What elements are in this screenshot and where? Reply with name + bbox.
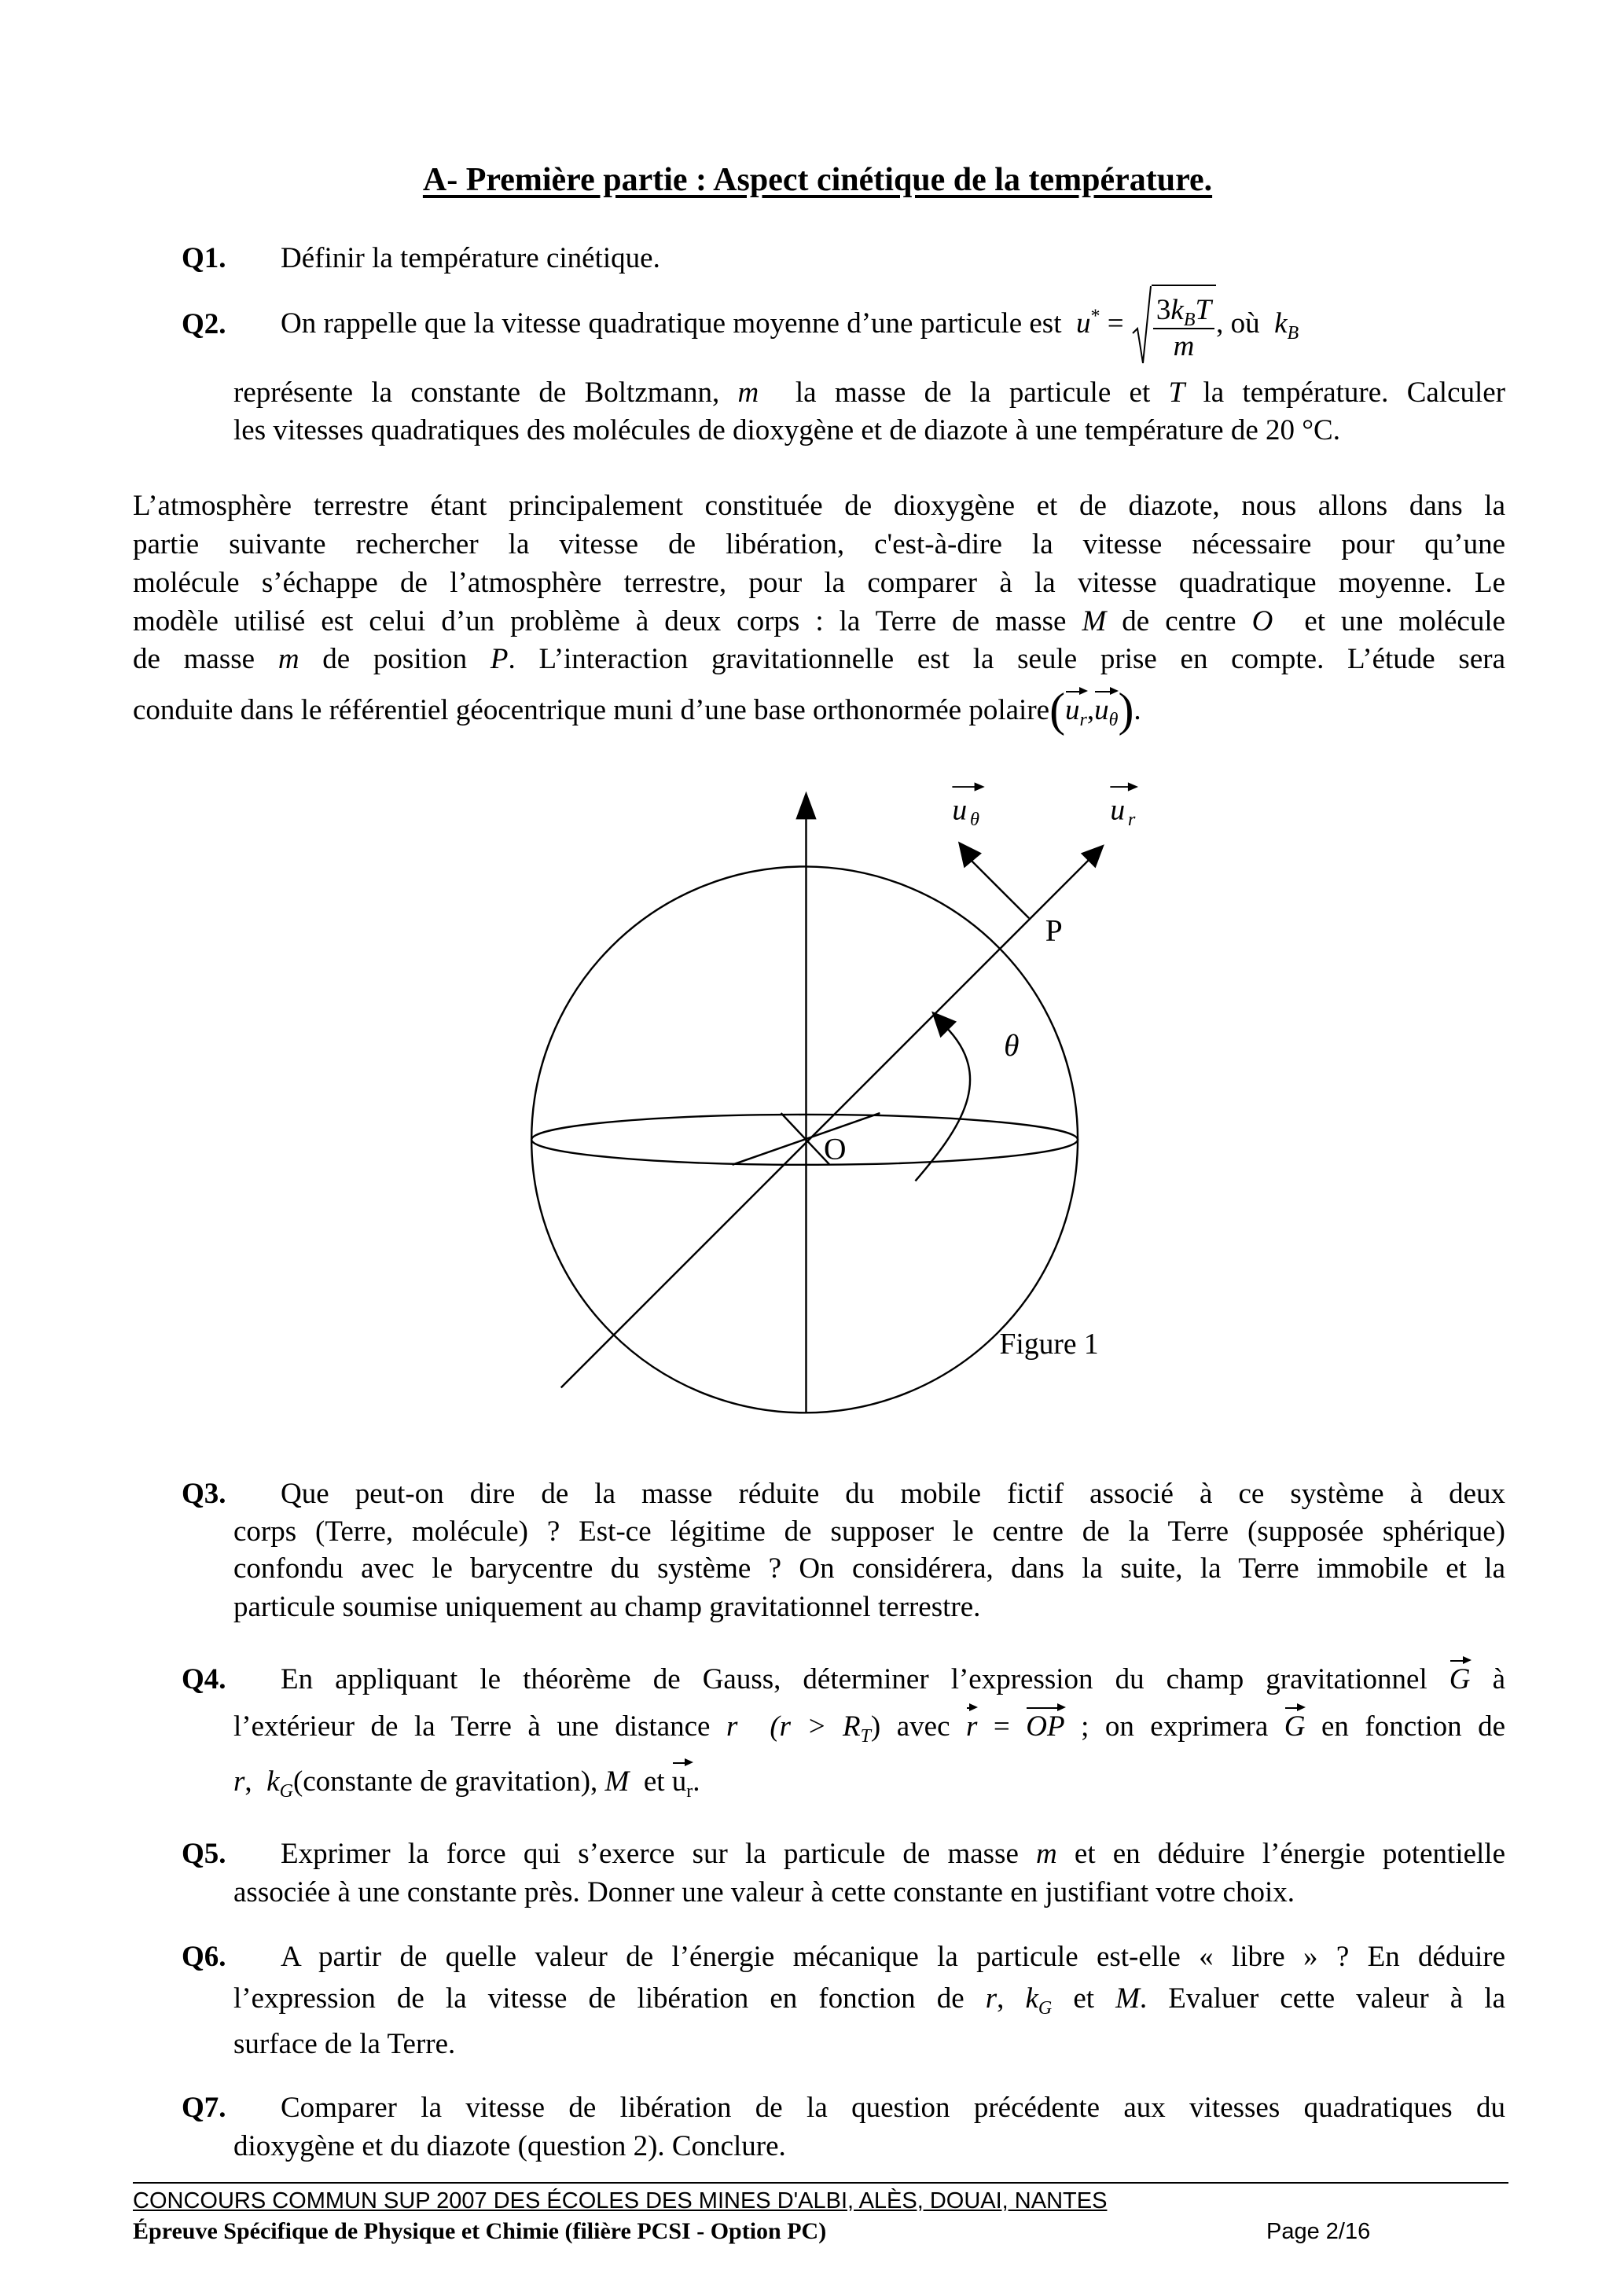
arrowhead-icon [795, 792, 816, 820]
u-theta-vector [972, 861, 1029, 918]
svg-text:u: u [1110, 794, 1126, 827]
question-text: l’expression de la vitesse de libération en fonction de r, $k_G$ et M. Evaluer cette valeur à la [233, 1982, 1505, 2019]
footer-exam-name: Épreuve Spécifique de Physique et Chimie (filière PCSI - Option PC) [133, 2218, 827, 2244]
paragraph-line: de masse m de position P. L’interaction gravitationnelle est la seule prise en compte. L’étude sera [133, 643, 1506, 675]
question-label: Q2. [182, 308, 226, 340]
question-label: Q1. [182, 242, 226, 274]
radial-line [561, 859, 1089, 1387]
paragraph-line: modèle utilisé est celui d’un problème à deux corps : la Terre de masse M de centre O et une molécule [133, 605, 1506, 637]
text: , où [1216, 307, 1260, 340]
svg-text:θ: θ [969, 808, 979, 830]
question-text: surface de la Terre. [233, 2028, 456, 2060]
arrowhead-icon [958, 842, 982, 869]
question-text: associée à une constante près. Donner une valeur à cette constante en justifiant votre choix. [233, 1876, 1295, 1908]
question-text: En appliquant le théorème de Gauss, déterminer l’expression du champ gravitationnel G à [281, 1663, 1505, 1695]
equator-ellipse [531, 1115, 1078, 1165]
equator-axis [733, 1113, 880, 1165]
question-text: r, $k_G(constante$ de gravitation), M et $u_r$. [233, 1765, 700, 1802]
question-label: Q5. [182, 1838, 226, 1870]
arrowhead-icon [1081, 844, 1104, 868]
figure-caption: Figure 1 [999, 1328, 1099, 1361]
paragraph-line: molécule s’échappe de l’atmosphère terrestre, pour la comparer à la vitesse quadratique moyenne. Le [133, 567, 1505, 599]
svg-text:u: u [952, 794, 968, 827]
label-P: P [1045, 913, 1063, 948]
question-text: Définir la température cinétique. [281, 242, 660, 274]
equator-axis [781, 1113, 830, 1165]
question-text: Comparer la vitesse de libération de la question précédente aux vitesses quadratiques du [281, 2092, 1505, 2124]
label-u-r [1110, 782, 1138, 829]
paragraph-line: partie suivante rechercher la vitesse de libération, c'est-à-dire la vitesse nécessaire pour qu’une [133, 528, 1505, 560]
question-text: l’extérieur de la Terre à une distance r $(r > R_T)$ avec r = OP ; on exprimera G en fonction de [233, 1710, 1506, 1747]
paragraph-line: conduite dans le référentiel géocentrique muni d’une base orthonormée $polaire(u_r,u_\theta)$. [133, 684, 1141, 736]
question-label: Q3. [182, 1478, 226, 1510]
rms-speed-formula: u* = $\frac{3k_BT}{m}$ [1076, 307, 1216, 340]
label-u-theta [952, 782, 984, 829]
question-text: Que peut-on dire de la masse réduite du mobile fictif associé à ce système à deux [281, 1478, 1505, 1510]
paragraph-line: L’atmosphère terrestre étant principalement constituée de dioxygène et de diazote, nous allons dans la [133, 490, 1505, 522]
footer-contest-name: CONCOURS COMMUN SUP 2007 DES ÉCOLES DES MINES D'ALBI, ALÈS, DOUAI, NANTES [133, 2188, 1108, 2213]
text: On rappelle que la vitesse quadratique moyenne d’une particule est [281, 307, 1062, 340]
question-text: confondu avec le barycentre du système ? On considérera, dans la suite, la Terre immobile et la [233, 1552, 1505, 1585]
sqrt-icon [1131, 285, 1152, 366]
question-label: Q4. [182, 1663, 226, 1695]
question-text: représente la constante de Boltzmann, m la masse de la particule et T la température. Calculer [233, 377, 1506, 409]
footer-divider [133, 2182, 1508, 2184]
question-label: Q6. [182, 1941, 226, 1973]
question-label: Q7. [182, 2092, 226, 2124]
label-O: O [824, 1131, 847, 1166]
sphere-outline [531, 866, 1078, 1412]
section-title: A- Première partie : Aspect cinétique de la température. [422, 162, 1213, 198]
question-text: corps (Terre, molécule) ? Est-ce légitime de supposer le centre de la Terre (supposée sphérique) [233, 1515, 1505, 1548]
question-text: A partir de quelle valeur de l’énergie mécanique la particule est-elle « libre » ? En déduire [281, 1941, 1505, 1973]
question-text: dioxygène et du diazote (question 2). Conclure. [233, 2130, 786, 2162]
page-number: Page 2/16 [1266, 2219, 1371, 2244]
question-text: Exprimer la force qui s’exerce sur la particule de masse m et en déduire l’énergie potentielle [281, 1838, 1506, 1870]
theta-arc [915, 1026, 970, 1181]
question-text: particule soumise uniquement au champ gravitationnel terrestre. [233, 1591, 981, 1623]
label-theta: θ [1004, 1027, 1020, 1063]
arrowhead-icon [931, 1011, 957, 1038]
svg-text:r: r [1127, 808, 1136, 830]
question-text: On rappelle que la vitesse quadratique moyenne d’une particule est u* = $\frac{3k_BT}{m}$ , où $k_B$ [281, 283, 1299, 368]
question-text: les vitesses quadratiques des molécules de dioxygène et de diazote à une température de 20 °C. [233, 414, 1340, 446]
